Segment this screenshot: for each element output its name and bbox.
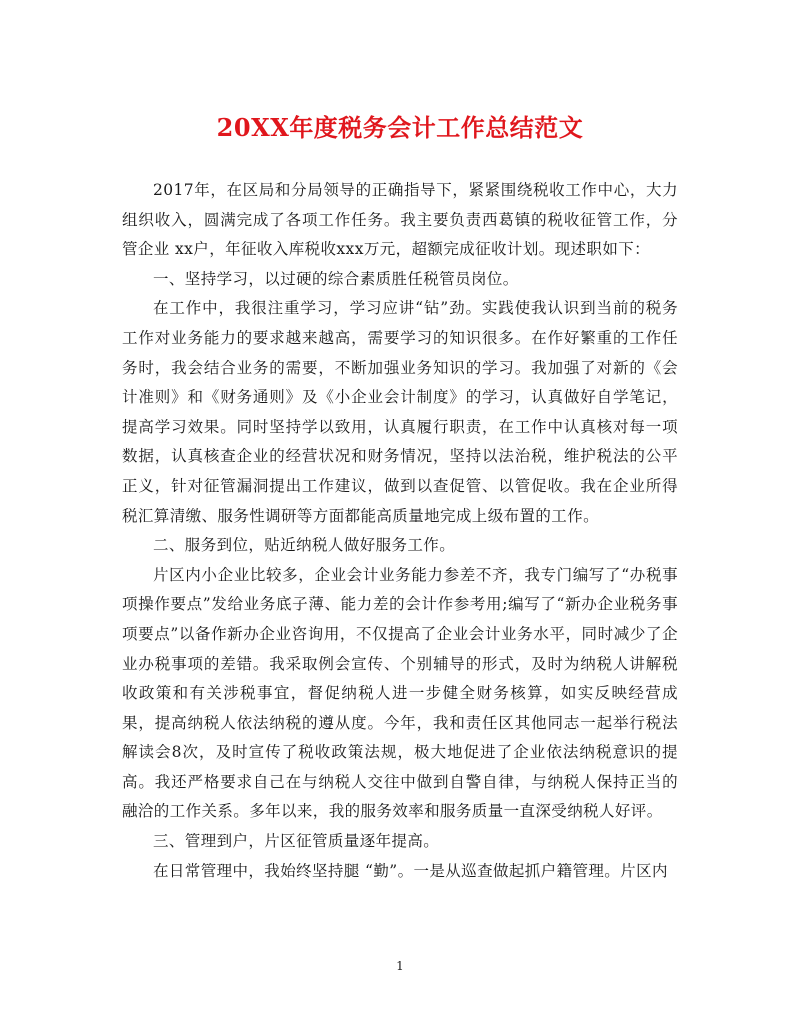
paragraph-study: 在工作中，我很注重学习，学习应讲“钻”劲。实践使我认识到当前的税务工作对业务能力的要求越来越高，需要学习的知识很多。在作好繁重的工作任务时，我会结合业务的需要，不断加强业务知识的学习。我加强了对新的《会计准则》和《财务通则》及《小企业会计制度》的学习，认真做好自学笔记，提高学习效果。同时坚持学以致用，认真履行职责，在工作中认真核对每一项数据，认真核查企业的经营状况和财务情况，坚持以法治税，维护税法的公平正义，针对征管漏洞提出工作建议，做到以查促管、以管促收。我在企业所得税汇算清缴、服务性调研等方面都能高质量地完成上级布置的工作。 bbox=[122, 299, 678, 525]
document-title: 20XX年度税务会计工作总结范文 bbox=[216, 113, 584, 142]
paragraph-management: 在日常管理中，我始终坚持腿 “勤”。一是从巡查做起抓户籍管理。片区内 bbox=[153, 861, 668, 880]
paragraph-service: 片区内小企业比较多，企业会计业务能力参差不齐，我专门编写了“办税事项操作要点”发给业务底子薄、能力差的会计作参考用;编写了“新办企业税务事项要点”以备作新办企业咨询用，不仅提高了企业会计业务水平，同时减少了企业办税事项的差错。我采取例会宣传、个别辅导的形式，及时为纳税人讲解税收政策和有关涉税事宜，督促纳税人进一步健全财务核算，如实反映经营成果，提高纳税人依法纳税的遵从度。今年，我和责任区其他同志一起举行税法解读会8次，及时宣传了税收政策法规，极大地促进了企业依法纳税意识的提高。我还严格要求自己在与纳税人交往中做到自警自律，与纳税人保持正当的融洽的工作关系。多年以来，我的服务效率和服务质量一直深受纳税人好评。 bbox=[122, 565, 678, 821]
document-body bbox=[122, 176, 678, 886]
section-heading-3: 三、管理到户，片区征管质量逐年提高。 bbox=[153, 832, 440, 851]
section-heading-2: 二、服务到位，贴近纳税人做好服务工作。 bbox=[153, 536, 456, 555]
page-number: 1 bbox=[396, 959, 404, 973]
paragraph-intro: 2017年，在区局和分局领导的正确指导下，紧紧围绕税收工作中心，大力组织收入，圆满完成了各项工作任务。我主要负责西葛镇的税收征管工作，分管企业 xx户，年征收入库税收xxx万元，超额完成征收计划。现述职如下： bbox=[122, 181, 678, 259]
section-heading-1: 一、坚持学习，以过硬的综合素质胜任税管员岗位。 bbox=[153, 269, 519, 288]
